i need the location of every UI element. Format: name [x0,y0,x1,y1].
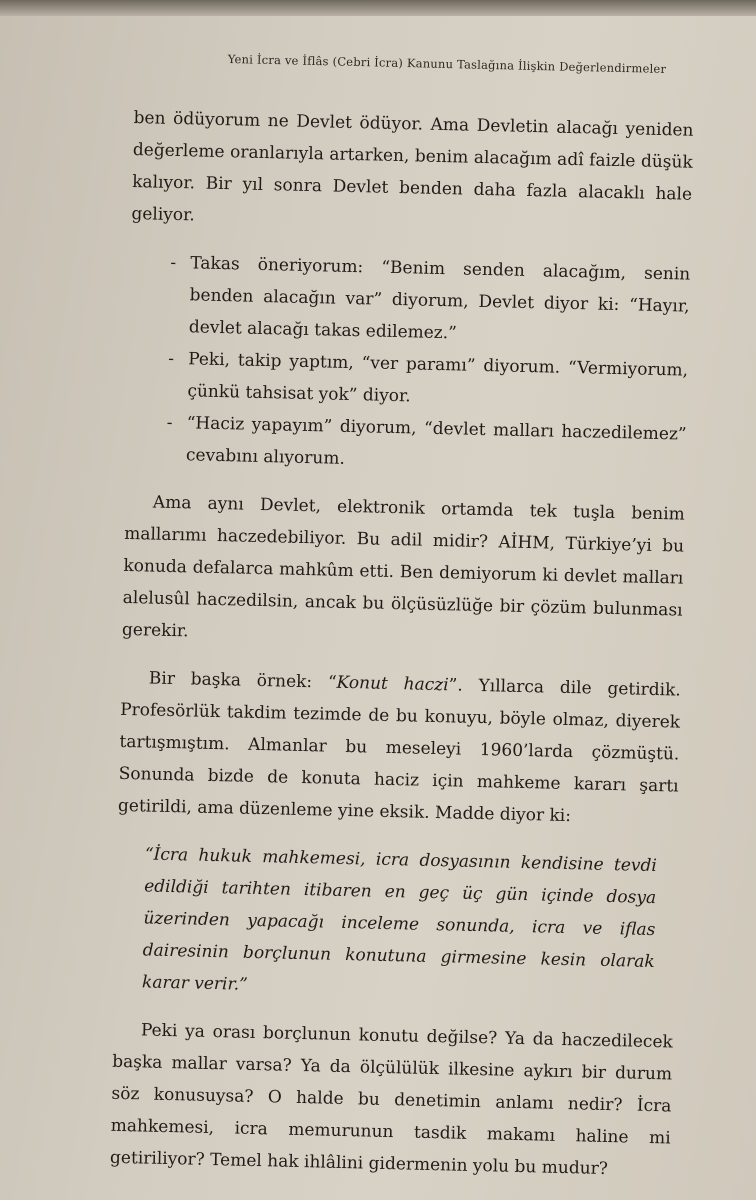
paragraph-3-end: ”. Yıllarca dile getirdik. Profesörlük takdim tezimde de bu konuyu, böyle olmaz, diyerek tartışmıştım. Almanlar bu meseleyi 1960’larda çözmüştü. Sonunda bizde de konuta haciz için mahkeme kararı şartı getirildi, ama düzenleme yine eksik. Madde diyor ki: [117,675,682,827]
list-item: - Takas öneriyorum: “Benim senden alacağım, senin benden alacağın var” diyorum, Devlet diyor ki: “Hayır, devlet alacağı takas edilemez.” [129,246,691,355]
paragraph-3-emphasis: Konut haczi [336,672,449,696]
paragraph-4: Peki ya orası borçlunun konutu değilse? Ya da haczedilecek başka mallar varsa? Ya da ölçülülük ilkesine aykırı bir durum söz konusuysa? O halde bu denetimin anlamı nedir? İcra mahkemesi, icra memurunun tasdik makamı haline mi getiriliyor? Temel hak ihlâlini gidermenin yolu bu mudur? [109,1020,674,1180]
statute-quote: “İcra hukuk mahkemesi, icra dosyasının kendisine tevdi edildiği tarihten itibaren en geç üç gün içinde dosya üzerinden yapacağı inceleme sonunda, icra ve iflas dairesinin borçlunun konutuna girmesine kesin olarak karar verir.” [141,844,658,995]
paragraph-2: Ama aynı Devlet, elektronik ortamda tek tuşla benim mallarımı haczedebiliyor. Bu adil midir? AİHM, Türkiye’yi bu konuda defalarca mahkûm etti. Ben demiyorum ki devlet malları alelusûl haczedilsin, ancak bu ölçüsüzlüğe bir çözüm bulunması gerekir. [121,492,686,642]
dash-list [126,246,691,483]
page-top-edge [0,0,756,16]
page-body [110,102,694,1186]
paragraph-1: ben ödüyorum ne Devlet ödüyor. Ama Devletin alacağı yeniden değerleme oranlarıyla artarken, benim alacağım adî faizle düşük kalıyor. Bir yıl sonra Devlet benden daha fazla alacaklı hale geliyor. [131,107,694,226]
running-header: Yeni İcra ve İflâs (Cebri İcra) Kanunu Taslağına İlişkin Değerlendirmeler [227,52,667,76]
list-item: - “Haciz yapayım” diyorum, “devlet malları haczedilemez” cevabını alıyorum. [126,406,687,483]
paragraph-3-start: Bir başka örnek: “ [148,668,337,693]
list-item: - Peki, takip yaptım, “ver paramı” diyorum. “Vermiyorum, çünkü tahsisat yok” diyor. [127,342,688,419]
paragraph-3 [118,662,681,835]
